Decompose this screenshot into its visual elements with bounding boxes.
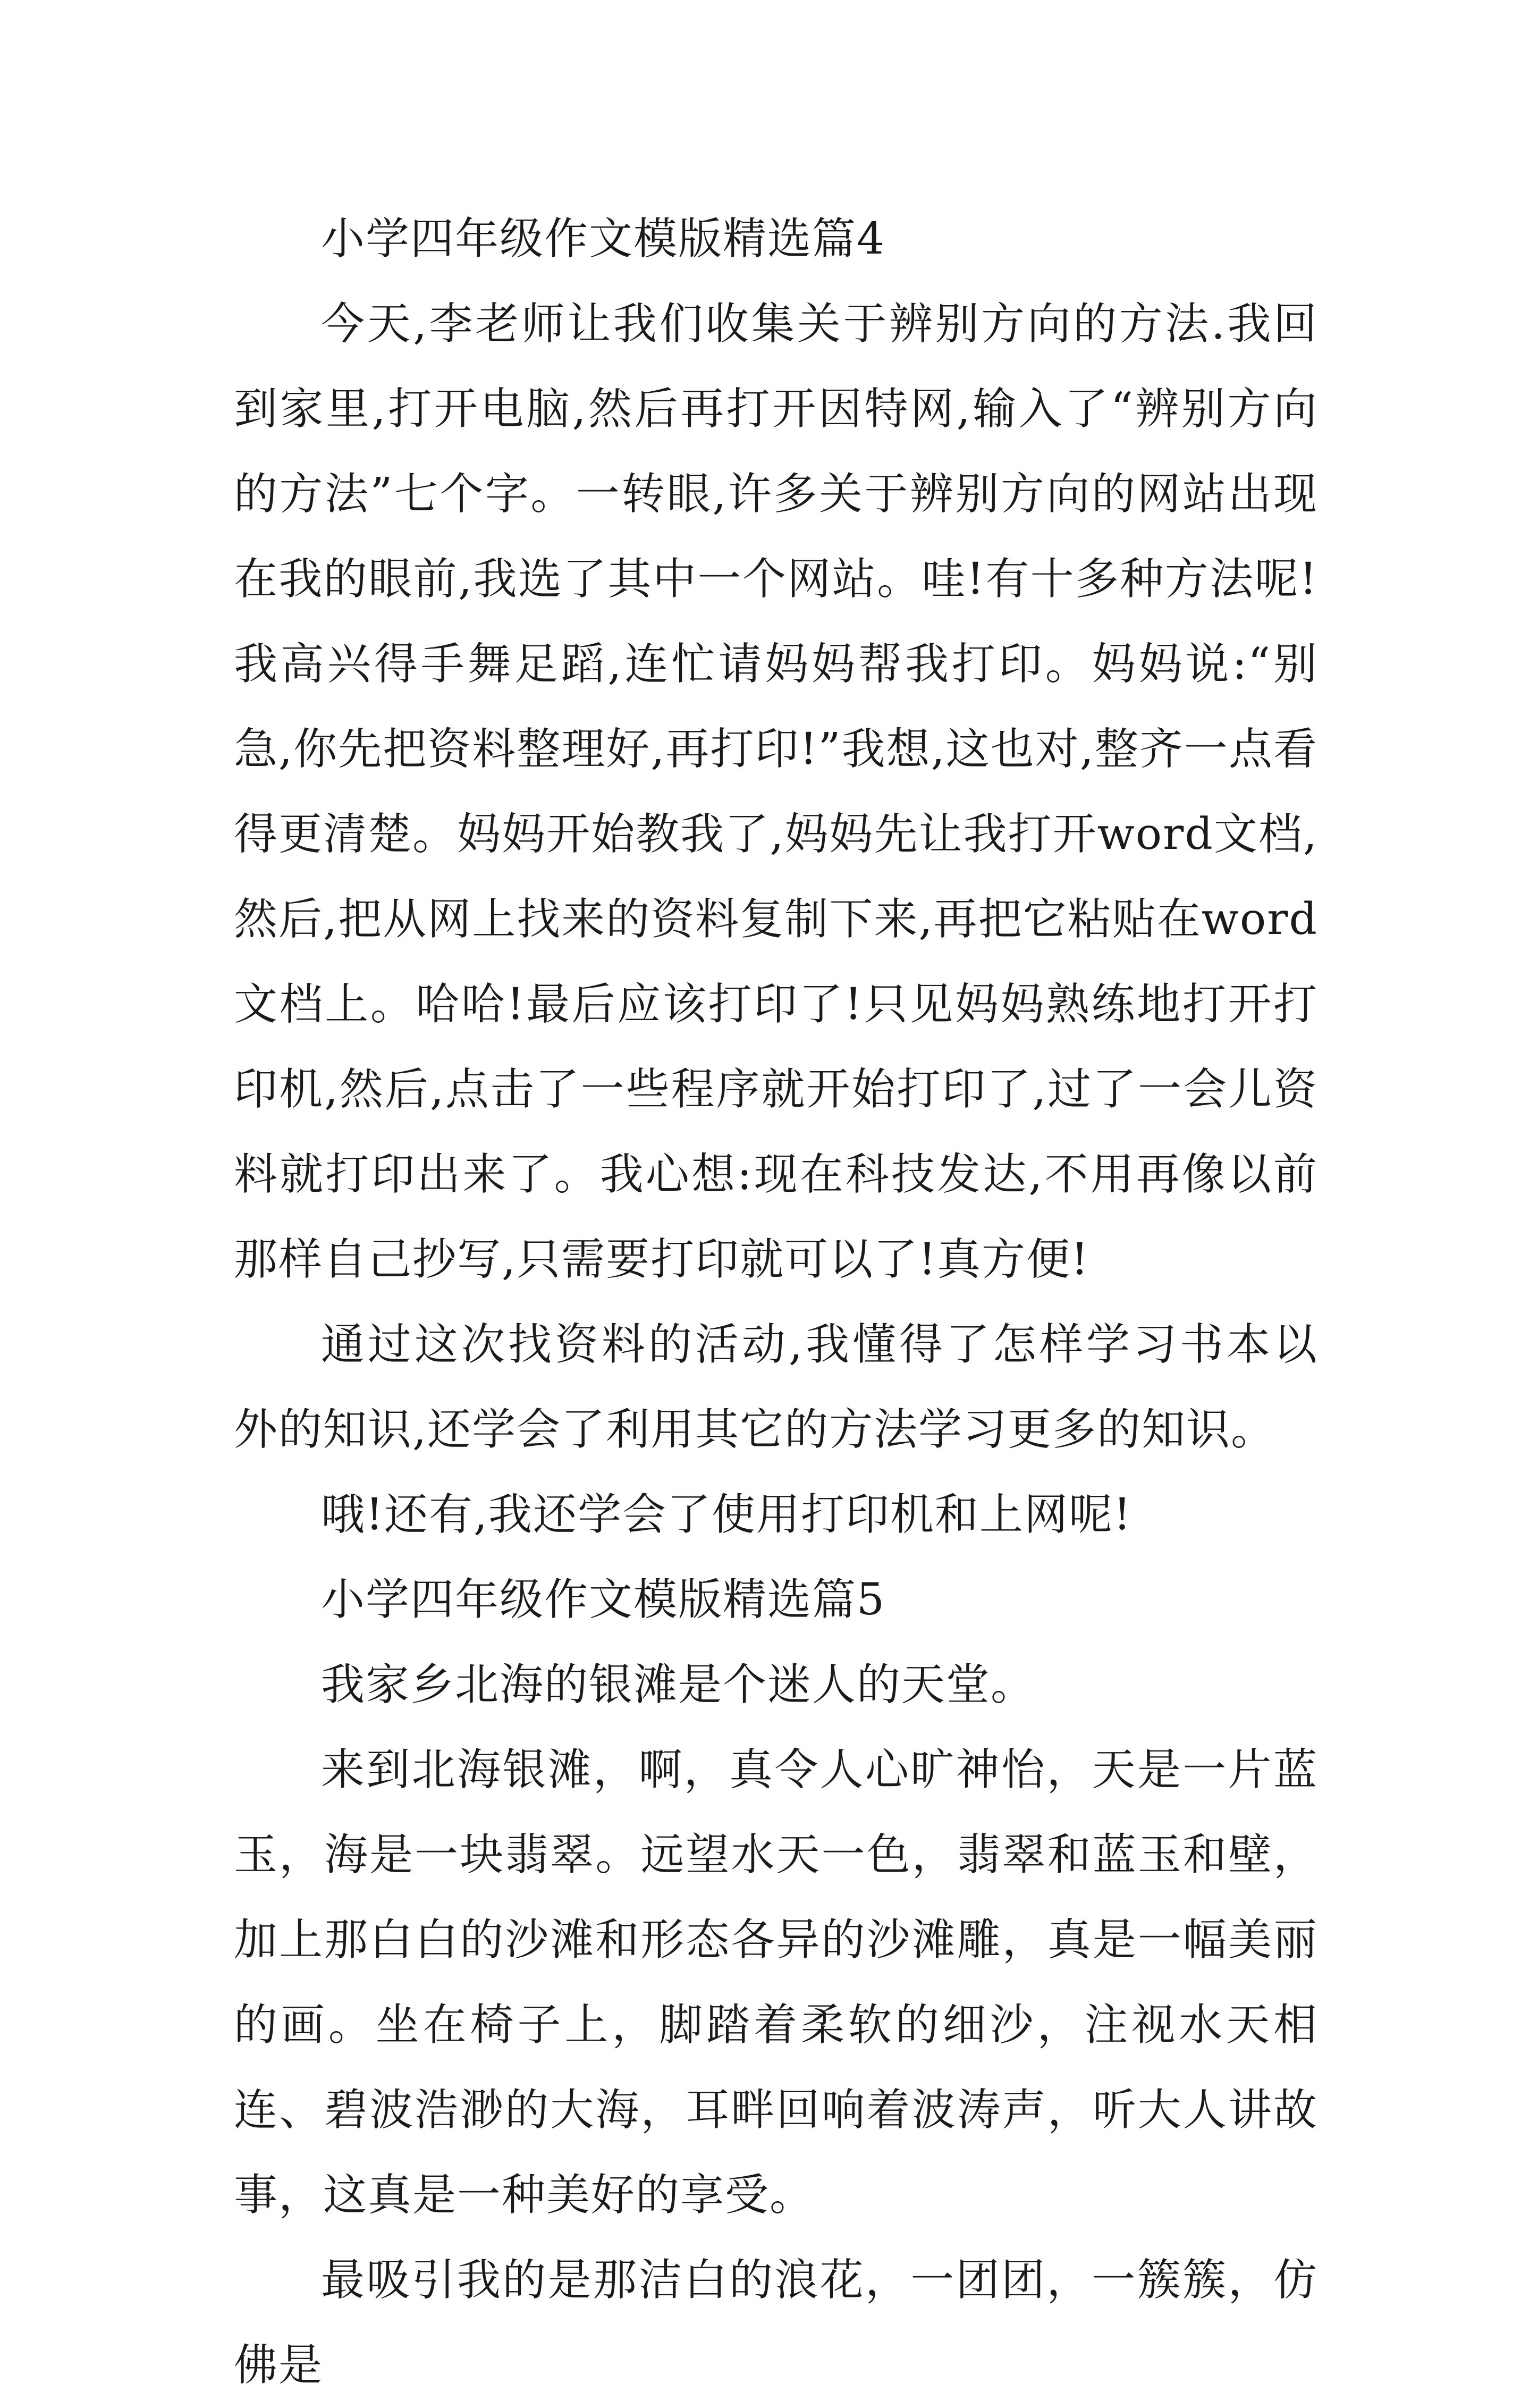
paragraph: 来到北海银滩，啊，真令人心旷神怡，天是一片蓝玉，海是一块翡翠。远望水天一色，翡翠和蓝玉和壁，加上那白白的沙滩和形态各异的沙滩雕，真是一幅美丽的画。坐在椅子上，脚踏着柔软的细沙，注视水天相连、碧波浩渺的大海，耳畔回响着波涛声，听大人讲故事，这真是一种美好的享受。 <box>234 1745 1318 2220</box>
section-heading-4: 小学四年级作文模版精选篇4 <box>321 214 886 264</box>
paragraph: 我家乡北海的银滩是个迷人的天堂。 <box>321 1660 1036 1710</box>
paragraph: 哦!还有,我还学会了使用打印机和上网呢! <box>321 1489 1132 1540</box>
paragraph: 通过这次找资料的活动,我懂得了怎样学习书本以外的知识,还学会了利用其它的方法学习更多的知识。 <box>234 1319 1318 1455</box>
paragraph: 今天,李老师让我们收集关于辨别方向的方法.我回到家里,打开电脑,然后再打开因特网,输入了“辨别方向的方法”七个字。一转眼,许多关于辨别方向的网站出现在我的眼前,我选了其中一个网站。哇!有十多种方法呢!我高兴得手舞足蹈,连忙请妈妈帮我打印。妈妈说:“别急,你先把资料整理好,再打印!”我想,这也对,整齐一点看得更清楚。妈妈开始教我了,妈妈先让我打开word文档,然后,把从网上找来的资料复制下来,再把它粘贴在word文档上。哈哈!最后应该打印了!只见妈妈熟练地打开打印机,然后,点击了一些程序就开始打印了,过了一会儿资料就打印出来了。我心想:现在科技发达,不用再像以前那样自己抄写,只需要打印就可以了!真方便! <box>234 299 1318 1285</box>
paragraph: 最吸引我的是那洁白的浪花，一团团，一簇簇，仿佛是 <box>234 2255 1318 2390</box>
document-body <box>234 197 1318 2408</box>
section-heading-5: 小学四年级作文模版精选篇5 <box>321 1575 886 1625</box>
